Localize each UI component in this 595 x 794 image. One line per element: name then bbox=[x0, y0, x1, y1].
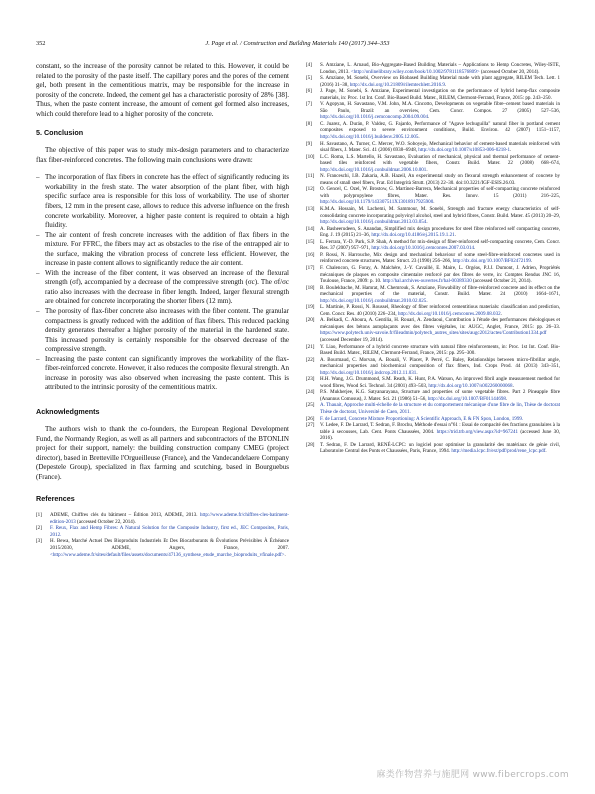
reference-text: N. Franceschi, I.B. Zakaria, A.B. Hazeil, An experimental study on flexural strength enhancement of concrete by means of small steel fibers, Frat. Ed Integrità Strutt. (2013) 22–30. doi:10.3221/IGF-ESIS.26.03. bbox=[320, 173, 560, 186]
reference-item bbox=[306, 206, 560, 226]
reference-item bbox=[306, 344, 560, 357]
reference-item bbox=[36, 538, 289, 558]
reference-text: V. Ledee, F. De Larrard, T. Sedran, F. Brochu, Méthode d'essai n°61 : Essai de compacité des fractions granulaires à la table à secousses, Lab. Cent. Ponts Chaussées, 2004. bbox=[320, 422, 560, 435]
reference-tail: . bbox=[444, 81, 447, 88]
reference-number: [16] bbox=[306, 251, 315, 258]
right-column bbox=[306, 62, 560, 762]
reference-item bbox=[306, 357, 560, 377]
conclusion-item: – The incorporation of flax fibers in concrete has the effect of significantly reducing its workability in the fresh state. The water absorption of the plant fiber, with high specific surface area is responsible for this loss of workability. The use of shorter fibers, 12 mm in the present case, allows to reduce this adverse influence on the fresh concrete workability. Moreover, a higher paste content is required to obtain a high fluidity. bbox=[36, 173, 289, 230]
reference-item bbox=[306, 239, 560, 252]
reference-number: [24] bbox=[306, 389, 315, 396]
reference-number: [28] bbox=[306, 441, 315, 448]
reference-link[interactable]: http://media.lcpc.fr/ext/pdf/prod/rene_lcpc.pdf bbox=[451, 448, 546, 455]
intro-paragraph: constant, so the increase of the porosity cannot be related to this. However, it could be related to the porosity of the paste itself. The capillary pores and the pores of the cement gel, both present in the cementitious matrix, may be responsible for the increase in porosity of the concrete. Indeed, the cement gel has a characteristic porosity of 28% [38]. Thus, when the paste content increase, the amount of cement gel formed also increases, which could therefore lead to a higher porosity of the concrete. bbox=[36, 62, 289, 118]
reference-number: [18] bbox=[306, 284, 315, 291]
reference-number: [19] bbox=[306, 304, 315, 311]
reference-tail: . bbox=[284, 551, 286, 558]
reference-text: S. Amziane, L. Arnaud, Bio-Aggregate-Based Building Materials – Applications to Hemp Concretes, Wiley-ISTE, London, 2013. bbox=[320, 62, 560, 75]
reference-item bbox=[306, 265, 560, 285]
reference-link[interactable]: http://dx.doi.org/10.1016/j.conbuildmat.2010.02.025 bbox=[320, 297, 427, 304]
conclusion-heading: 5. Conclusion bbox=[36, 128, 84, 138]
reference-link[interactable]: <http://onlinelibrary.wiley.com/book/10.1002/9781118576809> bbox=[350, 68, 480, 75]
reference-number: [17] bbox=[306, 264, 315, 271]
reference-text: F. Chalencon, G. Foray, A. Malchère, J.-Y. Cavaillé, E. Maire, L. Orgéas, P.J.J. Dumont, J. Adrien, Propriétés mécaniques de plaques en composite cimentaire renforcé par des fibres de verre, in: Comptes Rendus JNC 16, Toulouse, France, 2009: p. 10. bbox=[320, 264, 560, 285]
reference-item bbox=[306, 88, 560, 101]
reference-tail: . bbox=[426, 297, 428, 304]
reference-number: [25] bbox=[306, 402, 315, 409]
reference-item bbox=[306, 101, 560, 121]
reference-text: A. Bourmaud, C. Morvan, A. Bouali, V. Placet, P. Perré, C. Baley, Relationships between micro-fibrillar angle, mechanical properties and biochemical composition of flax fibers, Ind. Crops Prod. 44 (2013) 343–351, bbox=[320, 356, 560, 370]
reference-text: C. Juarez, A. Durán, P. Valdez, G. Fajardo, Performance of "Agave lechuguilla" natural fiber in portland cement composites exposed to severe environment conditions, Build. Environ. 42 (2007) 1151–1157, bbox=[320, 120, 560, 134]
reference-tail: (accessed October 20, 2014). bbox=[479, 68, 540, 75]
reference-tail: . bbox=[500, 310, 502, 317]
reference-number: [6] bbox=[306, 88, 312, 95]
reference-item bbox=[306, 186, 560, 206]
reference-item bbox=[306, 285, 560, 305]
reference-link[interactable]: http://dx.doi.org/10.21809/rilemtechlett.2016.9 bbox=[349, 81, 445, 88]
conclusion-list bbox=[36, 173, 289, 393]
reference-item bbox=[306, 304, 560, 317]
reference-tail: . bbox=[416, 369, 418, 376]
reference-number: [20] bbox=[306, 317, 315, 324]
reference-number: [26] bbox=[306, 415, 315, 422]
reference-link[interactable]: http://dx.doi.org/10.1007/BF02472199 bbox=[452, 258, 531, 265]
reference-text: O. Gencel, C. Ozel, W. Brostow, G. Martínez-Barrera, Mechanical properties of self-compacting concrete reinforced with polypropylene fibres, Mater. Res. Innov. 15 (2011) 216–225, bbox=[320, 186, 560, 199]
reference-link[interactable]: http://dx.doi.org/10.1016/j.indcrop.2012.11.031 bbox=[320, 369, 417, 376]
reference-number: [2] bbox=[36, 525, 42, 532]
reference-number: [7] bbox=[306, 101, 312, 108]
reference-text: S. Amziane, M. Sonebi, Overview on Biobased Building Material made with plant aggregate, RILEM Tech. Lett. 1 (2016) 31–38, bbox=[320, 75, 560, 88]
conclusion-item: – The porosity of flax-fiber concrete also increases with the fiber content. The granular compactness is greatly reduced with the addition of flax fibers. This reduced packing density generates thereafter a higher porosity of the material in the hardened state. This increased porosity is certainly responsible for the observed decrease of the compressive strength. bbox=[36, 307, 289, 354]
reference-link[interactable]: https://www.polytech.univ-savoie.fr/fileadmin/polytech_autres_sites/sites/augc2012/actes/Contribution1334.pdf bbox=[320, 330, 547, 337]
reference-number: [15] bbox=[306, 238, 315, 245]
reference-text: J. Page, M. Sonebi, S. Amziane, Experimental investigation on the performance of hybrid hemp-flax composite materials, in: Proc. 1st Int. Conf. Bio-Based Build. Mater., RILEM, Clermont-Ferrand, France, 2015: pp. 243–250. bbox=[320, 88, 560, 101]
reference-number: [22] bbox=[306, 356, 315, 363]
reference-item bbox=[306, 62, 560, 75]
reference-tail: . bbox=[545, 448, 547, 455]
reference-link[interactable]: http://dx.doi.org/10.1016/j.buildenv.2005.12.005 bbox=[320, 134, 419, 141]
reference-link[interactable]: http://dx.doi.org/10.1016/j.cemconres.2009.08.032 bbox=[397, 310, 501, 317]
reference-number: [23] bbox=[306, 376, 315, 383]
reference-text: H.H. Wang, J.G. Drummond, S.M. Reath, K. Hunt, P.A. Watson, An improved fibril angle measurement method for wood fibres, Wood Sci. Technol. 34 (2001) 493–503, bbox=[320, 376, 560, 389]
reference-link[interactable]: F. de Larrard, Concrete Mixture Proportioning: A Scientific Approach, E & FN Spon, London, 1999. bbox=[320, 415, 524, 422]
reference-item bbox=[306, 121, 560, 141]
reference-tail: . bbox=[426, 166, 428, 173]
reference-text: V. Agopyan, H. Savastano, V.M. John, M.A. Cincotto, Developments on vegetable fibre–cement based materials in São Paulo, Brazil: an overview, Cem. Concr. Compos. 27 (2005) 527–536, bbox=[320, 101, 560, 114]
reference-text: K.M.A. Hossain, M. Lachemi, M. Sammour, M. Sonebi, Strength and fracture energy characteristics of self-consolidating concrete incorporating polyvinyl alcohol, steel and hybrid fibres, Constr. Build. Mater. 45 (2013) 20–29, bbox=[320, 206, 560, 219]
reference-link[interactable]: http://dx.doi.org/10.1007/s002260000068 bbox=[428, 382, 513, 389]
reference-link[interactable]: https://trid.trb.org/view.aspx?id=967241 bbox=[436, 428, 518, 435]
acknowledgments-heading: Acknowledgments bbox=[36, 406, 100, 416]
reference-text: B. Boulekbache, M. Hamrat, M. Chemrouk, S. Amziane, Flowability of fibre-reinforced concrete and its effect on the mechanical properties of the material, Constr. Build. Mater. 24 (2010) 1664–1671, bbox=[320, 284, 560, 298]
references-heading: References bbox=[36, 494, 75, 504]
reference-item bbox=[306, 389, 560, 402]
reference-link[interactable]: http://dx.doi.org/10.1016/j.cemconcomp.2004.09.004 bbox=[320, 114, 428, 121]
reference-item bbox=[306, 226, 560, 239]
conclusion-intro: The objective of this paper was to study mix-design parameters and to characterize flax fiber-reinforced concretes. The following main conclusions were drawn: bbox=[36, 146, 289, 164]
reference-tail: . bbox=[428, 114, 430, 121]
reference-link[interactable]: http://hal.archives-ouvertes.fr/hal-00389330 bbox=[382, 278, 472, 285]
reference-text: A. Basheerudeen, S. Anandan, Simplified mix design procedures for steel fibre reinforced self compacting concrete, Eng. J. 19 (2015) 21–36, bbox=[320, 225, 560, 239]
reference-number: [14] bbox=[306, 225, 315, 232]
reference-link[interactable]: http://dx.doi.org/10.1016/j.cemconres.2007.03.014 bbox=[371, 245, 474, 252]
watermark: 麻类作物营养与施肥网 www.fibercrops.com bbox=[376, 770, 569, 780]
reference-number: [12] bbox=[306, 186, 315, 193]
reference-item bbox=[306, 376, 560, 389]
reference-link[interactable]: http://dx.doi.org/10.4186/ej.2015.19.1.21 bbox=[371, 232, 455, 239]
reference-tail: (accessed June 30, 2016). bbox=[320, 428, 560, 442]
reference-text: P.S. Mukherjee, K.G. Satyanarayana, Structure and properties of some vegetable fibres. Part 2 Pineapple fibre (Anannus Comosus), J. Mater. Sci. 21 (1986) 51–56, bbox=[320, 389, 560, 402]
reference-item bbox=[306, 317, 560, 343]
reference-item bbox=[306, 141, 560, 154]
reference-text: H. Bewa, Marché Actuel Des Bioproduits Industriels Et Des Biocarburants & Évolutions Prévisibles À Échéance 2015/2030, ADEME, Angers, France, 2007. bbox=[50, 538, 289, 551]
reference-text: Y. Liao, Performance of a hybrid concrete structure with natural fibre reinforcements, in: Proc. 1st Int. Conf. Bio-Based Build. Mater., RILEM, Clermont-Ferrand, France, 2015: pp. 295–300. bbox=[320, 343, 560, 357]
reference-tail: . bbox=[512, 382, 514, 389]
reference-link[interactable]: http://dx.doi.org/10.1007/BF01144698 bbox=[427, 395, 506, 402]
reference-number: [13] bbox=[306, 206, 315, 213]
references-list-right bbox=[306, 62, 560, 455]
reference-tail: . bbox=[505, 395, 508, 402]
reference-item bbox=[306, 402, 560, 415]
reference-link[interactable]: A. Thauait, Approche multi-échelle de la structure et du comportement mécanique d'une fibre de lin, Thèse de doctorat Thèse de doctorat, Université de Caen, 2011. bbox=[320, 402, 560, 415]
reference-number: [21] bbox=[306, 343, 315, 350]
reference-tail: (accessed October 22, 2014). bbox=[75, 518, 136, 525]
reference-link[interactable]: http://dx.doi.org/10.1016/j.conbuildmat.2013.03.054 bbox=[320, 219, 427, 226]
reference-number: [9] bbox=[306, 140, 312, 147]
reference-item bbox=[306, 442, 560, 455]
reference-number: [10] bbox=[306, 153, 315, 160]
left-column bbox=[36, 62, 289, 762]
reference-text: L. Martinie, P. Rossi, N. Roussel, Rheology of fiber reinforced cementitious materials: classification and prediction, Cem. Concr. Res. 40 (2010) 226–234, bbox=[320, 304, 560, 317]
reference-tail: . bbox=[510, 147, 512, 154]
running-header bbox=[36, 40, 559, 52]
reference-tail: . bbox=[530, 258, 533, 265]
reference-tail: . bbox=[473, 245, 476, 252]
reference-item bbox=[36, 512, 289, 525]
reference-item bbox=[306, 173, 560, 186]
reference-link[interactable]: F. Reux, Flax and Hemp Fibres: A Natural Solution for the Composite Industry, first ed., JEC Composites, Paris, 2012. bbox=[50, 525, 289, 538]
reference-number: [27] bbox=[306, 422, 315, 429]
acknowledgments-text: The authors wish to thank the co-founders, the European Regional Development Fund, the Normandy Region, as well as all partners and subcontractors of the BTONLIN project for their support, namely: the building construction company CMEG (project director), based in Bretteville l'Orgueilleuse (France), and the Vandecandelaere Company (Depestele Group), specialized in flax farming and scutching, based in Bourguebus (France). bbox=[36, 424, 289, 481]
journal-citation: J. Page et al. / Construction and Building Materials 140 (2017) 344–353 bbox=[205, 40, 390, 47]
reference-link[interactable]: http://www.ademe.fr/chiffres-cles-batiment-edition-2013 bbox=[50, 512, 289, 525]
reference-item bbox=[306, 75, 560, 88]
reference-text: P. Rossi, N. Harrouche, Mix design and mechanical behaviour of some steel-fibre-reinforced concretes used in reinforced concrete structures, Mater. Struct. 23 (1990) 256–266, bbox=[320, 251, 560, 265]
reference-tail: . bbox=[433, 199, 435, 206]
reference-link[interactable]: http://dx.doi.org/10.1016/j.conbuildmat.2006.10.001 bbox=[320, 166, 427, 173]
reference-text: L. Ferrara, Y.-D. Park, S.P. Shah, A method for mix-design of fiber-reinforced self-compacting concrete, Cem. Concr. Res. 37 (2007) 957–971, bbox=[320, 238, 560, 252]
reference-link[interactable]: http://dx.doi.org/10.1007/s10853-006-0218-1 bbox=[418, 147, 510, 154]
reference-text: ADEME, Chiffres clés du bâtiment – Édition 2013, ADEME, 2013. bbox=[50, 512, 200, 519]
reference-text: L.C. Roma, L.S. Martello, H. Savastano, Evaluation of mechanical, physical and thermal performance of cement-based tiles reinforced with vegetable fibers, Constr. Build. Mater. 22 (2008) 668–674, bbox=[320, 153, 560, 167]
reference-tail: . bbox=[418, 134, 420, 141]
reference-number: [3] bbox=[36, 538, 42, 545]
reference-text: T. Sedran, F. De Larrard, RENÉ-LCPC: un logiciel pour optimiser la granularité des matériaux de génie civil, Laboratoire Central des Ponts et Chaussées, Paris, France, 1994. bbox=[320, 441, 560, 455]
reference-tail: . bbox=[454, 232, 456, 239]
reference-text: H. Savastano, A. Turner, C. Mercer, W.O. Soboyejo, Mechanical behavior of cement-based materials reinforced with sisal fibers, J. Mater. Sci. 41 (2006) 6938–6948, bbox=[320, 140, 560, 154]
reference-item bbox=[306, 154, 560, 174]
reference-number: [11] bbox=[306, 173, 315, 180]
reference-tail: (accessed October 21, 2014). bbox=[471, 278, 532, 285]
conclusion-item: – With the increase of the fiber content, it was observed an increase of the flexural strength (σf), accompanied by a decrease of the compressive strength (σc). The σf/σc ratio also increases with the decrease in fiber length. Indeed, larger flexural strength are obtained for concrete incorporating the shorter fibers (12 mm). bbox=[36, 268, 289, 306]
reference-tail: . bbox=[426, 219, 428, 226]
reference-number: [5] bbox=[306, 75, 312, 82]
reference-number: [4] bbox=[306, 62, 312, 68]
reference-link[interactable]: http://dx.doi.org/10.1179/143307511X13018917925900 bbox=[320, 199, 434, 206]
reference-item bbox=[306, 422, 560, 442]
reference-item bbox=[36, 525, 289, 538]
page-number: 352 bbox=[36, 40, 46, 47]
reference-number: [8] bbox=[306, 120, 312, 127]
reference-item bbox=[306, 252, 560, 265]
reference-number: [1] bbox=[36, 512, 42, 519]
reference-text: A. Belkadi, C. Aboura, A. Gentilia, H. Rouari, A. Zendaoui, Contribution à l'étude des performances rhéologiques et mécaniques des bétons autoplaçants avec des fibres végétales, in: AUGC, Anglet, France, 2015: pp. 26–33. bbox=[320, 317, 560, 330]
conclusion-item: – The air content of fresh concrete increases with the addition of flax fibers in the mixture. For FFRC, the fibers may act as obstacles to the rise of the entrapped air to the surface, making the vibration process of concrete less efficient. However, the increase in paste content allows to significantly reduce the air content. bbox=[36, 230, 289, 268]
references-list-left bbox=[36, 512, 289, 558]
reference-tail: (accessed December 19, 2014). bbox=[320, 336, 384, 343]
conclusion-item: – Increasing the paste content can significantly improves the workability of the flax-fiber-reinforced concrete. However, it also reduces the composite flexural strength. An increase in porosity was also observed when increasing the paste content. This is attributed to the intrinsic porosity of the cementitious matrix. bbox=[36, 354, 289, 392]
reference-link[interactable]: <http://www.ademe.fr/sites/default/files/assets/documents/47136_synthese_etude_marche_bioproduits_vfinale.pdf> bbox=[50, 551, 285, 558]
